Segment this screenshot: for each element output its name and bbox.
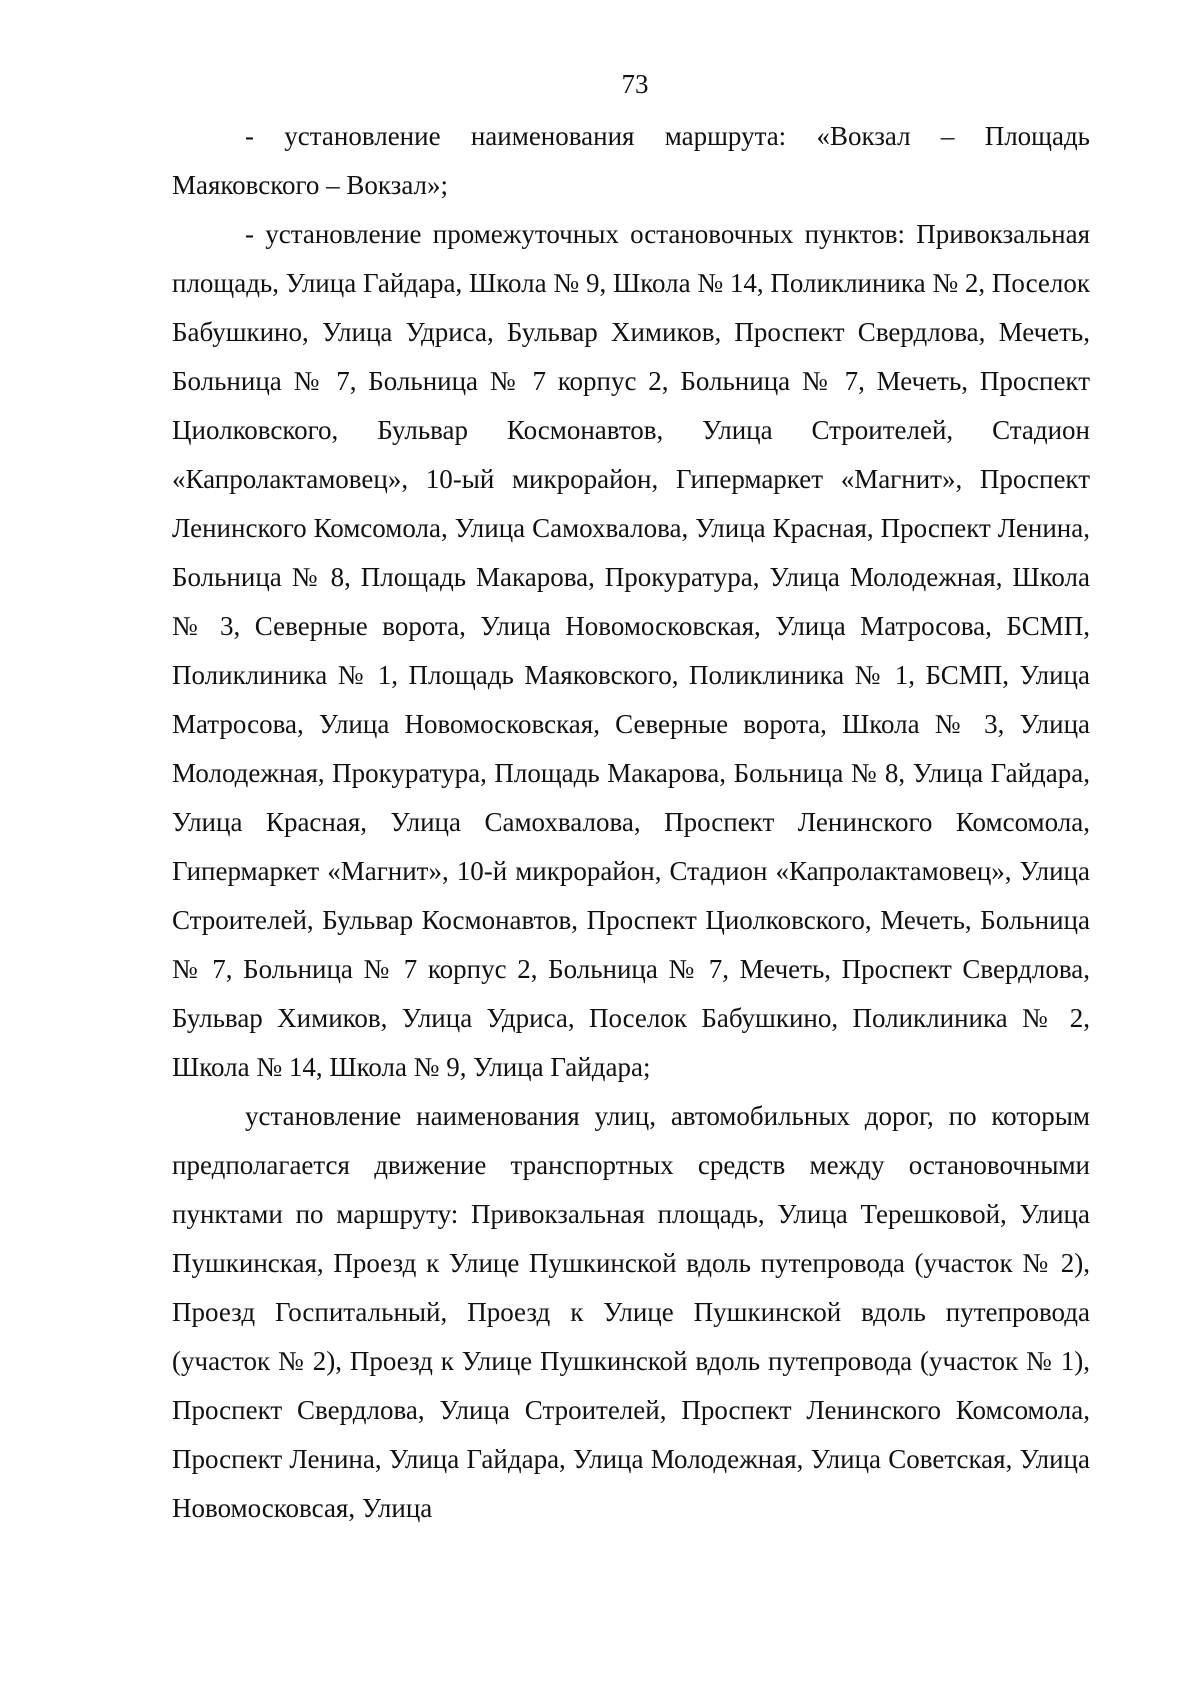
document-body [172, 112, 1090, 1533]
paragraph-streets: установление наименования улиц, автомобильных дорог, по которым предполагается движение транспортных средств между остановочными пунктами по маршруту: Привокзальная площадь, Улица Терешковой, Улица Пушкинская, Проезд к Улице Пушкинской вдоль путепровода (участок № 2), Проезд Госпитальный, Проезд к Улице Пушкинской вдоль путепровода (участок № 2), Проезд к Улице Пушкинской вдоль путепровода (участок № 1), Проспект Свердлова, Улица Строителей, Проспект Ленинского Комсомола, Проспект Ленина, Улица Гайдара, Улица Молодежная, Улица Советская, Улица Новомосковсая, Улица [172, 1101, 1090, 1523]
paragraph-intermediate-stops: - установление промежуточных остановочных пунктов: Привокзальная площадь, Улица Гайдара, Школа № 9, Школа № 14, Поликлиника № 2, Поселок Бабушкино, Улица Удриса, Бульвар Химиков, Проспект Свердлова, Мечеть, Больница № 7, Больница № 7 корпус 2, Больница № 7, Мечеть, Проспект Циолковского, Бульвар Космонавтов, Улица Строителей, Стадион «Капролактамовец», 10-ый микрорайон, Гипермаркет «Магнит», Проспект Ленинского Комсомола, Улица Самохвалова, Улица Красная, Проспект Ленина, Больница № 8, Площадь Макарова, Прокуратура, Улица Молодежная, Школа № 3, Северные ворота, Улица Новомосковская, Улица Матросова, БСМП, Поликлиника № 1, Площадь Маяковского, Поликлиника № 1, БСМП, Улица Матросова, Улица Новомосковская, Северные ворота, Школа № 3, Улица Молодежная, Прокуратура, Площадь Макарова, Больница № 8, Улица Гайдара, Улица Красная, Улица Самохвалова, Проспект Ленинского Комсомола, Гипермаркет «Магнит», 10-й микрорайон, Стадион «Капролактамовец», Улица Строителей, Бульвар Космонавтов, Проспект Циолковского, Мечеть, Больница № 7, Больница № 7 корпус 2, Больница № 7, Мечеть, Проспект Свердлова, Бульвар Химиков, Улица Удриса, Поселок Бабушкино, Поликлиника № 2, Школа № 14, Школа № 9, Улица Гайдара; [172, 219, 1090, 1082]
paragraph-route-name: - установление наименования маршрута: «Вокзал – Площадь Маяковского – Вокзал»; [172, 121, 1090, 200]
page-number: 73 [621, 69, 649, 99]
